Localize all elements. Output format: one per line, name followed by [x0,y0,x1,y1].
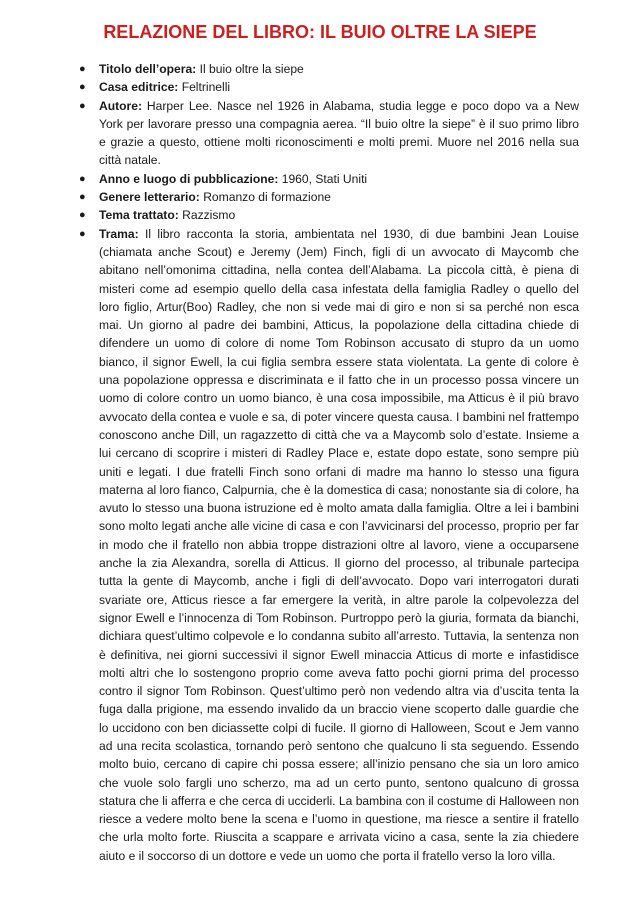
item-label: Autore: [99,98,142,113]
bullet-icon: ● [79,81,86,94]
item-text: Feltrinelli [178,80,231,95]
bullet-icon: ● [79,63,86,75]
list-item-plot [79,225,579,865]
list-item-theme [79,206,579,224]
document-title: RELAZIONE DEL LIBRO: IL BUIO OLTRE LA SIEPE [103,22,537,42]
bullet-icon: ● [79,209,86,222]
item-text: Razzismo [178,208,236,223]
bullet-icon: ● [79,191,86,204]
item-label: Genere letterario: [99,190,200,205]
item-text: Harper Lee. Nasce nel 1926 in Alabama, studia legge e poco dopo va a New York per lavorare presso una compagnia aerea. “Il buio oltre la siepe” è il suo primo libro e grazie a questo, ottiene molti riconoscimenti e molti premi. Muore nel 2016 nella sua città natale. [99,98,579,168]
item-text: Il buio oltre la siepe [196,62,304,76]
item-label: Anno e luogo di pubblicazione: [99,171,279,186]
list-item-genre [79,188,579,206]
bullet-icon: ● [79,227,86,240]
list-item-title [79,60,579,78]
info-list [79,60,579,865]
item-label: Casa editrice: [99,80,179,95]
item-text: Romanzo di formazione [199,190,331,205]
list-item-publisher [79,78,579,96]
item-text: Il libro racconta la storia, ambientata nel 1930, di due bambini Jean Louise (chiamata anche Scout) e Jeremy (Jem) Finch, figli di un avvocato di Maycomb che abitano nell’omonima cittadina, nella contea dell’Alabama. La piccola città, è piena di misteri come ad esempio quello della casa infestata della famiglia Radley o quello del loro figlio, Artur(Boo) Radley, che non si vede mai di giro e non si sa perché non esca mai. Un giorno al padre dei bambini, Atticus, la popolazione della cittadina chiede di difendere un uomo di colore di nome Tom Robinson accusato di stupro da un uomo bianco, il signor Ewell, la cui figlia sembra essere stata violentata. La gente di colore è una popolazione oppressa e discriminata e il fatto che in un processo possa vincere un uomo di colore contro un uomo bianco, è una cosa impossibile, ma Atticus è il più bravo avvocato della contea e vuole e sa, di poter vincere questa causa. I bambini nel frattempo conoscono anche Dill, un ragazzetto di città che va a Maycomb solo d’estate. Insieme a lui cercano di scoprire i misteri di Radley Place e, estate dopo estate, sono sempre più uniti e legati. I due fratelli Finch sono orfani di madre ma hanno lo stesso una figura materna al loro fianco, Calpurnia, che è la domestica di casa; nonostante sia di colore, ha avuto lo stesso una buona istruzione ed è molto amata dalla famiglia. Oltre a lei i bambini sono molto legati anche alle vicine di casa e con l’avvicinarsi del processo, proprio per far in modo che il fratello non abbia troppe distrazioni oltre al lavoro, viene a occuparsene anche la zia Alexandra, sorella di Atticus. Il giorno del processo, al tribunale partecipa tutta la gente di Maycomb, anche i figli di dell’avvocato. Dopo vari interrogatori durati svariate ore, Atticus riesce a far emergere la verità, in altre parole la colpevolezza del signor Ewell e l’innocenza di Tom Robinson. Purtroppo però la giuria, formata da bianchi, dichiara quest’ultimo colpevole e lo condanna subito all’arresto. Tuttavia, la sentenza non è definitiva, nei giorni successivi il signor Ewell minaccia Atticus di morte e infastidisce molti altri che lo sostengono proprio come aveva fatto pochi giorni prima del processo contro il signor Tom Robinson. Quest’ultimo però non vedendo altra via d’uscita tenta la fuga dalla prigione, ma essendo invalido da un braccio viene scoperto dalle guardie che lo uccidono con ben diciassette colpi di fucile. Il giorno di Halloween, Scout e Jem vanno ad una recita scolastica, tornando però sentono che qualcuno li sta seguendo. Essendo molto buio, cercano di capire chi possa essere; all’inizio pensano che sia un loro amico che vuole solo fargli uno scherzo, ma ad un certo punto, sentono qualcuno di grossa statura che li afferra e che cerca di ucciderli. La bambina con il costume di Halloween non riesce a vedere molto bene la scena e l’uomo in questione, ma riesce a sentire il fratello che urla molto forte. Riuscita a scappare e arrivata vicino a casa, sente la zia chiedere aiuto e il soccorso di un dottore e vede un uomo che porta il fratello verso la loro villa. [99,226,580,863]
bullet-icon: ● [79,172,86,185]
bullet-icon: ● [79,99,86,112]
item-label: Trama: [99,226,139,241]
list-item-publication [79,170,579,188]
item-label: Titolo dell’opera: [99,62,197,76]
list-item-author [79,97,579,170]
item-label: Tema trattato: [99,208,179,223]
item-text: 1960, Stati Uniti [278,171,368,186]
